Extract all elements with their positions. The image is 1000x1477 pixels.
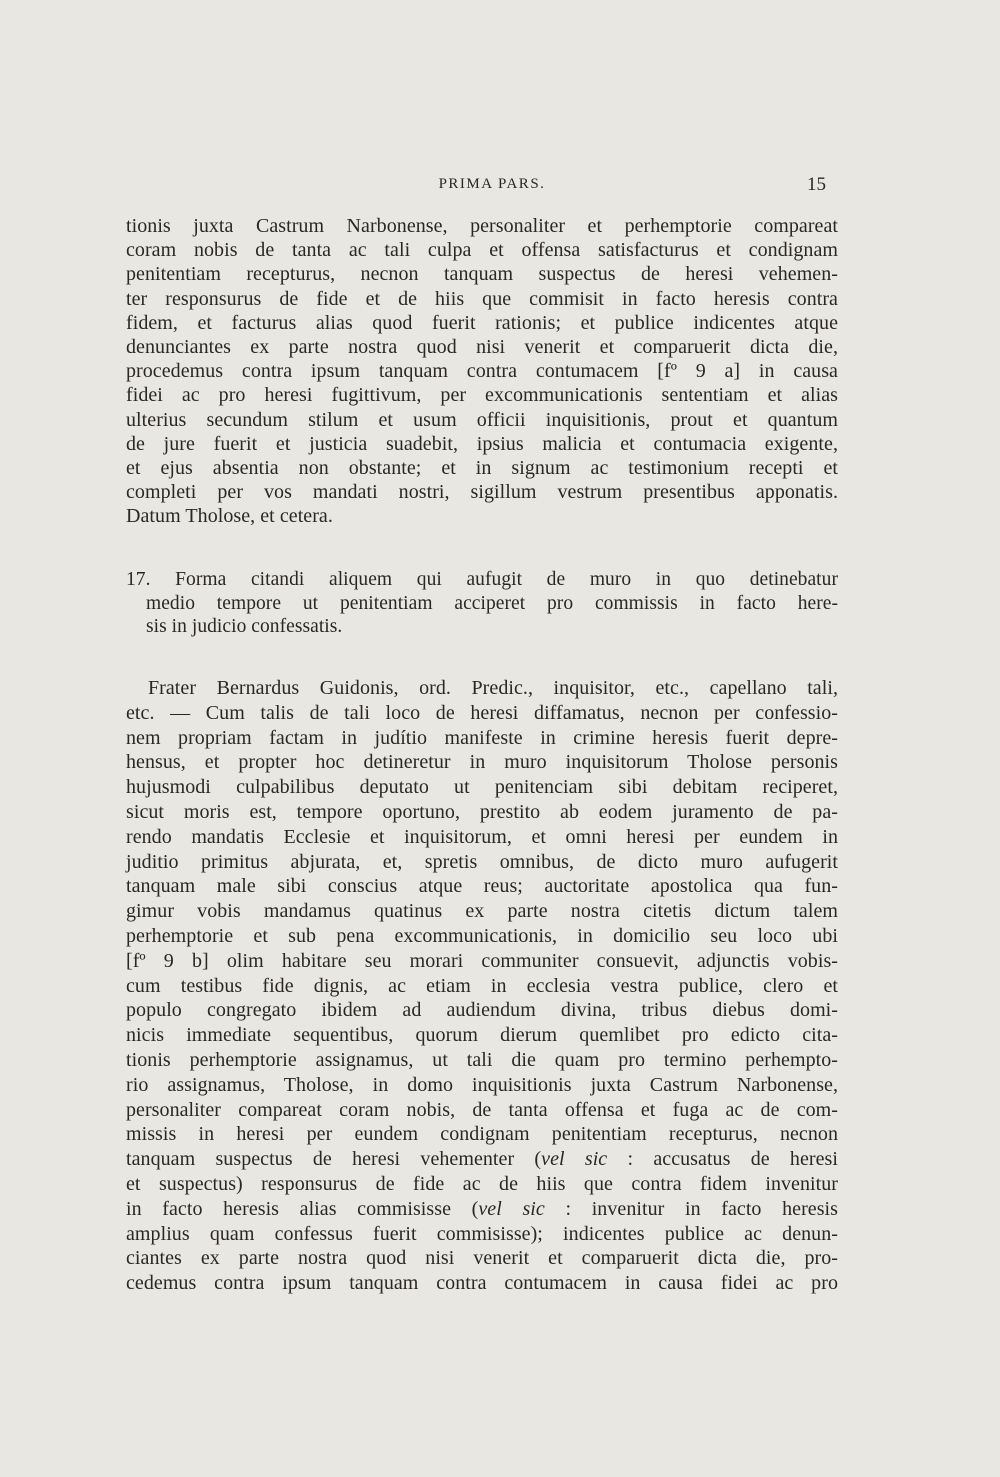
text-line: et suspectus) responsurus de fide ac de hiis que contra fidem invenitur: [126, 1172, 838, 1195]
text-line: tanquam suspectus de heresi vehementer (vel sic : accusatus de heresi: [126, 1148, 838, 1171]
page-header: [124, 176, 824, 198]
text-line: populo congregato ibidem ad audiendum divina, tribus diebus domi-: [126, 999, 838, 1022]
text-line: coram nobis de tanta ac tali culpa et offensa satisfacturus et condignam: [126, 239, 838, 262]
text-line: hujusmodi culpabilibus deputato ut penitenciam sibi debitam reciperet,: [126, 776, 838, 799]
text-line: personaliter compareat coram nobis, de tanta offensa et fuga ac de com-: [126, 1098, 838, 1121]
heading-line: medio tempore ut penitentiam acciperet pro commissis in facto here-: [146, 592, 838, 614]
paragraph-body: [126, 676, 838, 1296]
text-line: cedemus contra ipsum tanquam contra contumacem in causa fidei ac pro: [126, 1272, 838, 1295]
text-line: procedemus contra ipsum tanquam contra contumacem [fº 9 a] in causa: [126, 360, 838, 383]
text-line: de jure fuerit et justicia suadebit, ipsius malicia et contumacia exigente,: [126, 432, 838, 455]
section-heading: [126, 568, 838, 639]
text-line: ter responsurus de fide et de hiis que commisit in facto heresis contra: [126, 287, 838, 310]
text-line: in facto heresis alias commisisse (vel sic : invenitur in facto heresis: [126, 1197, 838, 1220]
text-line: rio assignamus, Tholose, in domo inquisitionis juxta Castrum Narbonense,: [126, 1073, 838, 1096]
editorial-italic: vel sic: [541, 1148, 608, 1171]
text-line: fidei ac pro heresi fugittivum, per excommunicationis sententiam et alias: [126, 384, 838, 407]
text-line: gimur vobis mandamus quatinus ex parte nostra citetis dictum talem: [126, 900, 838, 923]
heading-line: sis in judicio confessatis.: [146, 616, 343, 637]
text-line: hensus, et propter hoc detineretur in muro inquisitorum Tholose personis: [126, 751, 838, 774]
text-line: missis in heresi per eundem condignam penitentiam recepturus, necnon: [126, 1123, 838, 1146]
text-line: ulterius secundum stilum et usum officii inquisitionis, prout et quantum: [126, 408, 838, 431]
text-line: nicis immediate sequentibus, quorum dierum quemlibet pro edicto cita-: [126, 1024, 838, 1047]
text-line: amplius quam confessus fuerit commisisse); indicentes publice ac denun-: [126, 1222, 838, 1245]
heading-line: 17. Forma citandi aliquem qui aufugit de muro in quo detinebatur: [126, 569, 838, 590]
text-line: [fº 9 b] olim habitare seu morari communiter consuevit, adjunctis vobis-: [126, 949, 838, 972]
text-line: tanquam male sibi conscius atque reus; auctoritate apostolica qua fun-: [126, 875, 838, 898]
page-number: 15: [807, 174, 826, 195]
text-line: etc. — Cum talis de tali loco de heresi diffamatus, necnon per confessio-: [126, 701, 838, 724]
text-line: sicut moris est, tempore oportuno, prestito ab eodem juramento de pa-: [126, 800, 838, 823]
text-line: nem propriam factam in judítio manifeste in crimine heresis fuerit depre-: [126, 726, 838, 749]
text-line: juditio primitus abjurata, et, spretis omnibus, de dicto muro aufugerit: [126, 850, 838, 873]
editorial-italic: vel sic: [478, 1197, 545, 1220]
paragraph-continuation: [126, 214, 838, 528]
text-line: denunciantes ex parte nostra quod nisi venerit et comparuerit dicta die,: [126, 335, 838, 358]
text-line: rendo mandatis Ecclesie et inquisitorum, et omni heresi per eundem in: [126, 825, 838, 848]
text-line: cum testibus fide dignis, ac etiam in ecclesia vestra publice, clero et: [126, 974, 838, 997]
text-line: penitentiam recepturus, necnon tanquam suspectus de heresi vehemen-: [126, 263, 838, 286]
text-line: perhemptorie et sub pena excommunicationis, in domicilio seu loco ubi: [126, 924, 838, 947]
text-line: tionis juxta Castrum Narbonense, personaliter et perhemptorie compareat: [126, 215, 838, 237]
running-title: PRIMA PARS.: [438, 176, 546, 192]
text-line: tionis perhemptorie assignamus, ut tali die quam pro termino perhempto-: [126, 1048, 838, 1071]
text-line: Frater Bernardus Guidonis, ord. Predic., inquisitor, etc., capellano tali,: [148, 677, 838, 699]
text-line: Datum Tholose, et cetera.: [126, 505, 333, 528]
text-line: completi per vos mandati nostri, sigillum vestrum presentibus apponatis.: [126, 481, 838, 504]
text-line: et ejus absentia non obstante; et in signum ac testimonium recepti et: [126, 456, 838, 479]
text-line: fidem, et facturus alias quod fuerit rationis; et publice indicentes atque: [126, 311, 838, 334]
text-line: ciantes ex parte nostra quod nisi venerit et comparuerit dicta die, pro-: [126, 1247, 838, 1270]
